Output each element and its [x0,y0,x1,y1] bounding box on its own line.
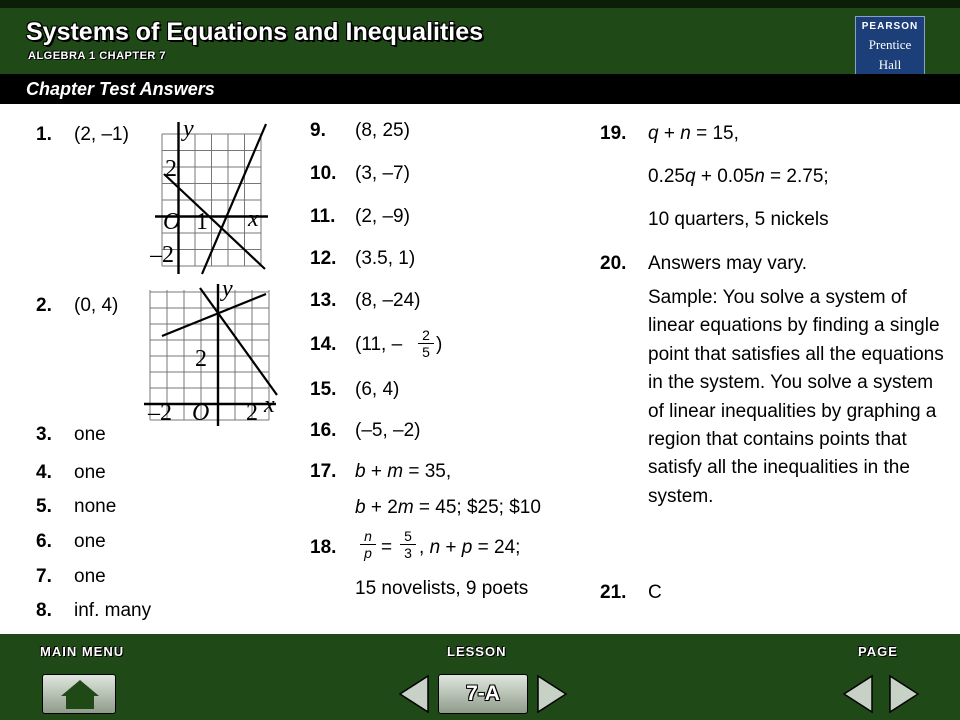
q4-number: 4. [36,462,52,483]
q18-fraction2-numerator: 5 [400,528,416,545]
q19-answer-line2: 0.25q + 0.05n = 2.75; [648,166,829,187]
page-subtitle: ALGEBRA 1 CHAPTER 7 [28,50,167,62]
q14-fraction [418,327,434,360]
q1-x-label: x [248,206,259,232]
q18-fraction-53 [400,528,416,561]
q11-number: 11. [310,206,336,227]
home-icon [43,675,117,715]
q18-fraction-np [360,528,376,561]
footer-nav [0,634,960,720]
q9-answer: (8, 25) [355,120,410,141]
lesson-number-button[interactable] [438,674,528,714]
section-label: Chapter Test Answers [26,79,215,99]
q19-answer-line3: 10 quarters, 5 nickels [648,209,829,230]
q18-fraction-numerator: n [360,528,376,545]
q1-grid [162,134,261,266]
q8-number: 8. [36,600,52,621]
q4-answer: one [74,462,106,483]
q3-number: 3. [36,424,52,445]
q10-number: 10. [310,163,337,184]
header [0,8,960,74]
q14-answer-prefix: (11, – [355,334,403,355]
q18-answer-line1: , n + p = 24; [419,537,521,558]
q13-answer: (8, –24) [355,290,421,311]
q15-answer: (6, 4) [355,379,400,400]
q21-answer: C [648,582,662,603]
q6-number: 6. [36,531,52,552]
lesson-label: LESSON [447,644,507,659]
q18-answer-line2: 15 novelists, 9 poets [355,578,529,599]
q16-number: 16. [310,420,337,441]
q7-number: 7. [36,566,52,587]
q10-answer: (3, –7) [355,163,410,184]
main-menu-button[interactable] [42,674,116,714]
section-band [0,74,960,104]
q5-answer: none [74,496,117,517]
lesson-number: 7-A [466,682,500,705]
q20-answer: Answers may vary. [648,253,808,274]
q14-answer-suffix: ) [436,334,443,355]
q14-fraction-numerator: 2 [418,327,434,344]
q1-tick-2: 2 [165,156,177,182]
q12-answer: (3.5, 1) [355,248,416,269]
q3-answer: one [74,424,106,445]
q2-y-label: y [222,282,233,302]
q15-number: 15. [310,379,337,400]
answer-content [0,104,960,634]
q16-answer: (–5, –2) [355,420,421,441]
q5-number: 5. [36,496,52,517]
top-border [0,0,960,8]
q1-answer: (2, –1) [74,124,129,145]
q17-number: 17. [310,461,337,482]
q20-explanation: Sample: You solve a system of linear equations by finding a single point that satisfies all the equations in the system. You solve a system of linear inequalities by graphing a region that contains points that satisfy all the inequalities in the system. [648,287,944,507]
q12-number: 12. [310,248,337,269]
lesson-next-button[interactable] [534,674,570,714]
q17-answer-line2: b + 2m = 45; $25; $10 [355,497,541,518]
q11-answer: (2, –9) [355,206,410,227]
q2-tick-neg2: –2 [148,400,172,426]
q13-number: 13. [310,290,337,311]
q2-tick-2: 2 [195,346,207,372]
q17-answer-line1: b + m = 35, [355,461,452,482]
q2-origin-label: O [192,400,210,426]
q21-number: 21. [600,582,627,603]
q1-tick-1: 1 [196,209,208,235]
q8-answer: inf. many [74,600,152,621]
q2-tick-2x: 2 [246,400,258,426]
page-prev-button[interactable] [840,674,876,714]
page-title: Systems of Equations and Inequalities [26,18,484,46]
q19-answer-line1: q + n = 15, [648,123,739,144]
page-label: PAGE [858,644,898,659]
q2-x-label: x [264,392,275,418]
q19-number: 19. [600,123,627,144]
q14-fraction-denominator: 5 [422,344,430,360]
page-next-button[interactable] [886,674,922,714]
q14-number: 14. [310,334,337,355]
q6-answer: one [74,531,106,552]
q1-tick-neg2: –2 [150,242,174,268]
q18-fraction-denominator: p [364,545,372,561]
q9-number: 9. [310,120,326,141]
q2-graph [140,282,280,428]
lesson-prev-button[interactable] [396,674,432,714]
q20-number: 20. [600,253,627,274]
publisher-logo: PEARSON Prentice Hall [855,16,925,76]
q7-answer: one [74,566,106,587]
main-menu-label: MAIN MENU [40,644,125,659]
q1-origin-label: O [163,209,181,235]
q1-graph [150,116,274,278]
q1-number: 1. [36,124,52,145]
q18-equals: = [381,537,393,558]
q18-number: 18. [310,537,337,558]
q1-y-label: y [183,116,194,142]
q2-answer: (0, 4) [74,295,119,316]
q2-line-a [162,294,266,336]
q2-number: 2. [36,295,52,316]
q18-fraction2-denominator: 3 [404,545,412,561]
